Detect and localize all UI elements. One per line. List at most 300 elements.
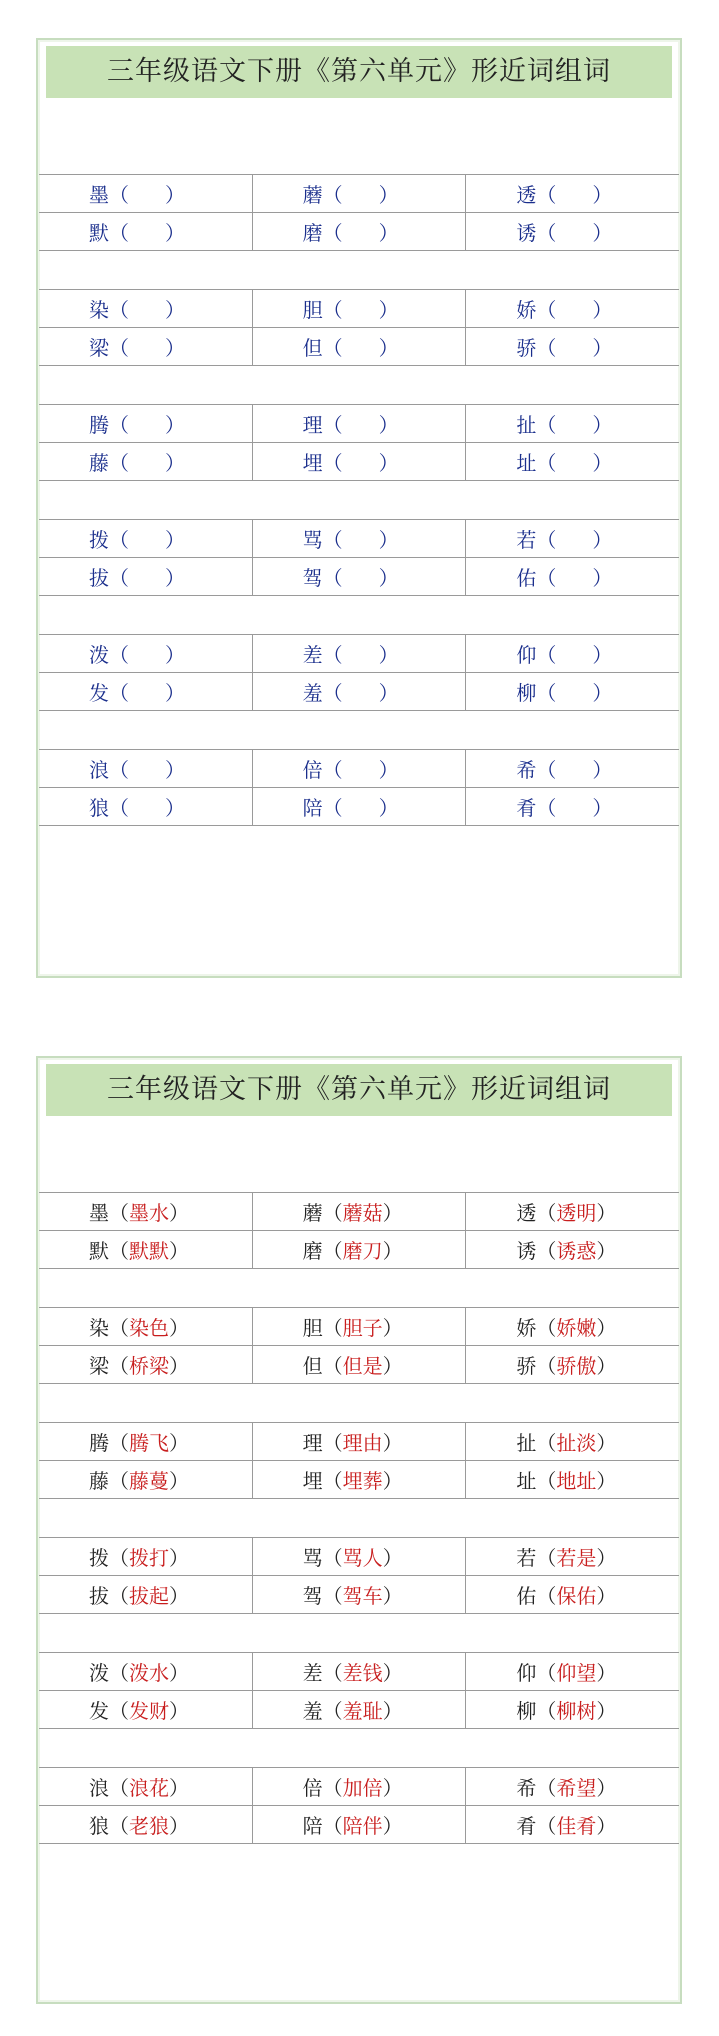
word-cell xyxy=(252,1653,466,1690)
open-paren: （ xyxy=(536,758,557,782)
open-paren: （ xyxy=(109,221,129,245)
answer-word: 墨水 xyxy=(129,1201,169,1225)
answer-word: 娇嫩 xyxy=(556,1316,597,1340)
answer-word: 磨刀 xyxy=(342,1239,383,1263)
word-cell xyxy=(465,405,679,442)
word-group xyxy=(39,519,679,596)
close-paren: ） xyxy=(596,1239,617,1263)
character: 胆 xyxy=(302,298,323,322)
close-paren: ） xyxy=(378,183,399,207)
close-paren: ） xyxy=(382,1776,403,1800)
answer-word: 地址 xyxy=(556,1469,597,1493)
character: 拨 xyxy=(89,528,109,552)
character: 诱 xyxy=(516,1239,537,1263)
table-row xyxy=(39,1653,679,1690)
table-row xyxy=(39,1538,679,1575)
open-paren: （ xyxy=(322,796,343,820)
word-cell xyxy=(465,1193,679,1230)
close-paren: ） xyxy=(382,1661,403,1685)
close-paren: ） xyxy=(382,1699,403,1723)
close-paren: ） xyxy=(382,1316,403,1340)
character: 磨 xyxy=(302,221,323,245)
character: 浪 xyxy=(89,758,109,782)
character: 拨 xyxy=(89,1546,109,1570)
character: 陪 xyxy=(302,1814,323,1838)
close-paren: ） xyxy=(169,1584,189,1608)
open-paren: （ xyxy=(109,336,129,360)
open-paren: （ xyxy=(109,1316,129,1340)
close-paren: ） xyxy=(165,643,185,667)
open-paren: （ xyxy=(322,451,343,475)
close-paren: ） xyxy=(169,1316,189,1340)
open-paren: （ xyxy=(322,1814,343,1838)
word-cell xyxy=(465,1461,679,1498)
word-cell xyxy=(465,1538,679,1575)
close-paren: ） xyxy=(169,1431,189,1455)
character: 藤 xyxy=(89,1469,109,1493)
character: 驾 xyxy=(302,566,323,590)
word-group xyxy=(39,749,679,826)
character: 驾 xyxy=(302,1584,323,1608)
table-row xyxy=(39,672,679,710)
word-group xyxy=(39,174,679,251)
open-paren: （ xyxy=(536,1431,557,1455)
answer-word: 但是 xyxy=(342,1354,383,1378)
character: 肴 xyxy=(516,796,537,820)
answer-word: 加倍 xyxy=(342,1776,383,1800)
word-cell xyxy=(465,1231,679,1268)
close-paren: ） xyxy=(169,1814,189,1838)
table-row xyxy=(39,1230,679,1268)
character: 染 xyxy=(89,1316,109,1340)
table-row xyxy=(39,1690,679,1728)
word-cell xyxy=(465,1308,679,1345)
close-paren: ） xyxy=(592,221,613,245)
open-paren: （ xyxy=(322,1776,343,1800)
word-cell xyxy=(252,1538,466,1575)
open-paren: （ xyxy=(109,1699,129,1723)
table-row xyxy=(39,405,679,442)
answer-word: 桥梁 xyxy=(129,1354,169,1378)
word-cell xyxy=(252,1346,466,1383)
open-paren: （ xyxy=(322,1316,343,1340)
close-paren: ） xyxy=(382,1239,403,1263)
character: 骄 xyxy=(516,336,537,360)
table-row xyxy=(39,1308,679,1345)
answer-word: 骂人 xyxy=(342,1546,383,1570)
character: 胆 xyxy=(302,1316,323,1340)
answer-word: 浪花 xyxy=(129,1776,169,1800)
word-cell xyxy=(252,1461,466,1498)
open-paren: （ xyxy=(536,1776,557,1800)
open-paren: （ xyxy=(536,1469,557,1493)
close-paren: ） xyxy=(165,451,185,475)
answer-word: 胆子 xyxy=(342,1316,383,1340)
question-sheet xyxy=(36,38,682,978)
close-paren: ） xyxy=(165,758,185,782)
word-cell xyxy=(465,443,679,480)
word-cell xyxy=(39,1231,252,1268)
word-cell xyxy=(465,558,679,595)
character: 蘑 xyxy=(302,1201,323,1225)
table-row xyxy=(39,787,679,825)
close-paren: ） xyxy=(378,336,399,360)
open-paren: （ xyxy=(322,1661,343,1685)
word-cell xyxy=(465,1806,679,1843)
character: 址 xyxy=(516,451,537,475)
character: 骂 xyxy=(302,1546,323,1570)
character: 浪 xyxy=(89,1776,109,1800)
close-paren: ） xyxy=(378,221,399,245)
table-row xyxy=(39,1193,679,1230)
open-paren: （ xyxy=(536,1584,557,1608)
close-paren: ） xyxy=(165,566,185,590)
close-paren: ） xyxy=(378,566,399,590)
close-paren: ） xyxy=(592,566,613,590)
word-cell xyxy=(252,673,466,710)
close-paren: ） xyxy=(169,1661,189,1685)
open-paren: （ xyxy=(109,643,129,667)
table-row xyxy=(39,1460,679,1498)
close-paren: ） xyxy=(596,1584,617,1608)
word-cell xyxy=(39,405,252,442)
close-paren: ） xyxy=(165,183,185,207)
close-paren: ） xyxy=(592,336,613,360)
word-cell xyxy=(39,290,252,327)
character: 腾 xyxy=(89,1431,109,1455)
close-paren: ） xyxy=(378,528,399,552)
answer-word: 陪伴 xyxy=(342,1814,383,1838)
character: 梁 xyxy=(89,336,109,360)
character: 仰 xyxy=(516,1661,537,1685)
close-paren: ） xyxy=(165,413,185,437)
close-paren: ） xyxy=(378,681,399,705)
character: 泼 xyxy=(89,1661,109,1685)
character: 娇 xyxy=(516,1316,537,1340)
answer-word: 透明 xyxy=(556,1201,597,1225)
character: 埋 xyxy=(302,1469,323,1493)
open-paren: （ xyxy=(109,1661,129,1685)
character: 柳 xyxy=(516,681,537,705)
character: 拔 xyxy=(89,566,109,590)
answer-word: 仰望 xyxy=(556,1661,597,1685)
word-cell xyxy=(252,1423,466,1460)
close-paren: ） xyxy=(596,1814,617,1838)
character: 理 xyxy=(302,413,323,437)
word-cell xyxy=(252,1308,466,1345)
close-paren: ） xyxy=(169,1469,189,1493)
word-cell xyxy=(252,290,466,327)
close-paren: ） xyxy=(596,1201,617,1225)
close-paren: ） xyxy=(592,796,613,820)
word-cell xyxy=(252,443,466,480)
table-row xyxy=(39,327,679,365)
open-paren: （ xyxy=(109,1469,129,1493)
close-paren: ） xyxy=(592,183,613,207)
table-row xyxy=(39,750,679,787)
open-paren: （ xyxy=(322,1469,343,1493)
close-paren: ） xyxy=(596,1354,617,1378)
open-paren: （ xyxy=(322,681,343,705)
close-paren: ） xyxy=(169,1699,189,1723)
word-cell xyxy=(39,213,252,250)
word-cell xyxy=(465,1423,679,1460)
answer-word: 希望 xyxy=(556,1776,597,1800)
table-row xyxy=(39,635,679,672)
open-paren: （ xyxy=(322,298,343,322)
character: 柳 xyxy=(516,1699,537,1723)
open-paren: （ xyxy=(322,528,343,552)
close-paren: ） xyxy=(165,681,185,705)
word-group xyxy=(39,634,679,711)
word-cell xyxy=(39,558,252,595)
character: 蘑 xyxy=(302,183,323,207)
word-cell xyxy=(39,1461,252,1498)
open-paren: （ xyxy=(109,1814,129,1838)
word-cell xyxy=(39,1691,252,1728)
character: 佑 xyxy=(516,1584,537,1608)
open-paren: （ xyxy=(109,681,129,705)
open-paren: （ xyxy=(109,566,129,590)
character: 腾 xyxy=(89,413,109,437)
character: 狼 xyxy=(89,796,109,820)
word-cell xyxy=(465,750,679,787)
character: 墨 xyxy=(89,183,109,207)
open-paren: （ xyxy=(322,336,343,360)
open-paren: （ xyxy=(536,1354,557,1378)
answer-word: 泼水 xyxy=(129,1661,169,1685)
word-cell xyxy=(252,213,466,250)
character: 梁 xyxy=(89,1354,109,1378)
close-paren: ） xyxy=(378,758,399,782)
open-paren: （ xyxy=(536,1201,557,1225)
word-cell xyxy=(39,788,252,825)
close-paren: ） xyxy=(592,643,613,667)
close-paren: ） xyxy=(378,298,399,322)
close-paren: ） xyxy=(165,221,185,245)
close-paren: ） xyxy=(169,1776,189,1800)
word-cell xyxy=(465,1576,679,1613)
word-cell xyxy=(465,673,679,710)
character: 希 xyxy=(516,758,537,782)
word-cell xyxy=(465,213,679,250)
table-row xyxy=(39,1805,679,1843)
word-cell xyxy=(465,520,679,557)
word-cell xyxy=(252,558,466,595)
word-group xyxy=(39,1192,679,1269)
open-paren: （ xyxy=(536,1239,557,1263)
answer-word: 理由 xyxy=(342,1431,383,1455)
open-paren: （ xyxy=(109,413,129,437)
word-cell xyxy=(39,673,252,710)
open-paren: （ xyxy=(536,796,557,820)
character: 默 xyxy=(89,1239,109,1263)
open-paren: （ xyxy=(322,1239,343,1263)
close-paren: ） xyxy=(592,298,613,322)
word-cell xyxy=(252,750,466,787)
character: 羞 xyxy=(302,681,323,705)
answer-word: 发财 xyxy=(129,1699,169,1723)
word-cell xyxy=(465,328,679,365)
close-paren: ） xyxy=(596,1546,617,1570)
open-paren: （ xyxy=(109,796,129,820)
open-paren: （ xyxy=(109,1776,129,1800)
word-cell xyxy=(39,328,252,365)
answer-word: 默默 xyxy=(129,1239,169,1263)
word-group xyxy=(39,1422,679,1499)
word-cell xyxy=(252,1691,466,1728)
word-cell xyxy=(252,1193,466,1230)
table-row xyxy=(39,175,679,212)
open-paren: （ xyxy=(536,1316,557,1340)
character: 陪 xyxy=(302,796,323,820)
open-paren: （ xyxy=(109,298,129,322)
word-cell xyxy=(39,635,252,672)
word-group xyxy=(39,1652,679,1729)
table-row xyxy=(39,1345,679,1383)
answer-word: 骄傲 xyxy=(556,1354,597,1378)
character: 理 xyxy=(302,1431,323,1455)
word-group xyxy=(39,404,679,481)
character: 骂 xyxy=(302,528,323,552)
character: 址 xyxy=(516,1469,537,1493)
character: 差 xyxy=(302,643,323,667)
character: 佑 xyxy=(516,566,537,590)
word-cell xyxy=(39,1538,252,1575)
table-row xyxy=(39,557,679,595)
character: 透 xyxy=(516,183,537,207)
open-paren: （ xyxy=(536,1699,557,1723)
close-paren: ） xyxy=(169,1239,189,1263)
open-paren: （ xyxy=(322,1201,343,1225)
word-cell xyxy=(252,1806,466,1843)
open-paren: （ xyxy=(322,413,343,437)
close-paren: ） xyxy=(596,1776,617,1800)
character: 诱 xyxy=(516,221,537,245)
open-paren: （ xyxy=(109,1546,129,1570)
character: 扯 xyxy=(516,413,537,437)
character: 若 xyxy=(516,1546,537,1570)
character: 狼 xyxy=(89,1814,109,1838)
open-paren: （ xyxy=(322,566,343,590)
word-cell xyxy=(39,1806,252,1843)
open-paren: （ xyxy=(322,1546,343,1570)
sheet-title: 三年级语文下册《第六单元》形近词组词 xyxy=(46,1064,672,1116)
word-cell xyxy=(39,1653,252,1690)
close-paren: ） xyxy=(169,1354,189,1378)
word-cell xyxy=(465,175,679,212)
open-paren: （ xyxy=(109,1584,129,1608)
open-paren: （ xyxy=(322,221,343,245)
open-paren: （ xyxy=(109,528,129,552)
character: 希 xyxy=(516,1776,537,1800)
table-row xyxy=(39,1575,679,1613)
character: 发 xyxy=(89,681,109,705)
open-paren: （ xyxy=(322,1431,343,1455)
table-row xyxy=(39,1423,679,1460)
open-paren: （ xyxy=(322,183,343,207)
answer-word: 保佑 xyxy=(556,1584,597,1608)
close-paren: ） xyxy=(592,528,613,552)
open-paren: （ xyxy=(536,183,557,207)
character: 透 xyxy=(516,1201,537,1225)
character: 肴 xyxy=(516,1814,537,1838)
answer-word: 佳肴 xyxy=(556,1814,597,1838)
close-paren: ） xyxy=(378,451,399,475)
open-paren: （ xyxy=(536,298,557,322)
open-paren: （ xyxy=(536,336,557,360)
word-cell xyxy=(39,750,252,787)
word-cell xyxy=(465,290,679,327)
close-paren: ） xyxy=(382,1584,403,1608)
answer-sheet xyxy=(36,1056,682,2004)
character: 发 xyxy=(89,1699,109,1723)
character: 倍 xyxy=(302,758,323,782)
close-paren: ） xyxy=(592,413,613,437)
character: 墨 xyxy=(89,1201,109,1225)
answer-word: 老狼 xyxy=(129,1814,169,1838)
character: 倍 xyxy=(302,1776,323,1800)
answer-word: 差钱 xyxy=(342,1661,383,1685)
close-paren: ） xyxy=(592,681,613,705)
open-paren: （ xyxy=(322,758,343,782)
character: 泼 xyxy=(89,643,109,667)
close-paren: ） xyxy=(592,451,613,475)
close-paren: ） xyxy=(165,796,185,820)
character: 差 xyxy=(302,1661,323,1685)
character: 娇 xyxy=(516,298,537,322)
close-paren: ） xyxy=(592,758,613,782)
open-paren: （ xyxy=(322,1699,343,1723)
word-cell xyxy=(252,1768,466,1805)
word-cell xyxy=(39,175,252,212)
open-paren: （ xyxy=(536,643,557,667)
character: 拔 xyxy=(89,1584,109,1608)
open-paren: （ xyxy=(536,566,557,590)
character: 染 xyxy=(89,298,109,322)
close-paren: ） xyxy=(378,413,399,437)
open-paren: （ xyxy=(109,1201,129,1225)
character: 但 xyxy=(302,1354,323,1378)
character: 藤 xyxy=(89,451,109,475)
answer-word: 藤蔓 xyxy=(129,1469,169,1493)
open-paren: （ xyxy=(536,1814,557,1838)
close-paren: ） xyxy=(165,528,185,552)
word-cell xyxy=(39,1308,252,1345)
close-paren: ） xyxy=(382,1354,403,1378)
word-cell xyxy=(39,520,252,557)
word-cell xyxy=(465,1691,679,1728)
table-row xyxy=(39,212,679,250)
word-group xyxy=(39,1307,679,1384)
word-cell xyxy=(252,405,466,442)
answer-word: 拔起 xyxy=(129,1584,169,1608)
character: 埋 xyxy=(302,451,323,475)
sheet-title: 三年级语文下册《第六单元》形近词组词 xyxy=(46,46,672,98)
word-cell xyxy=(39,1576,252,1613)
word-cell xyxy=(465,1653,679,1690)
word-group xyxy=(39,1537,679,1614)
answer-word: 诱惑 xyxy=(556,1239,597,1263)
word-cell xyxy=(39,443,252,480)
close-paren: ） xyxy=(596,1431,617,1455)
open-paren: （ xyxy=(322,1584,343,1608)
character: 若 xyxy=(516,528,537,552)
table-row xyxy=(39,520,679,557)
character: 骄 xyxy=(516,1354,537,1378)
open-paren: （ xyxy=(536,413,557,437)
open-paren: （ xyxy=(109,758,129,782)
